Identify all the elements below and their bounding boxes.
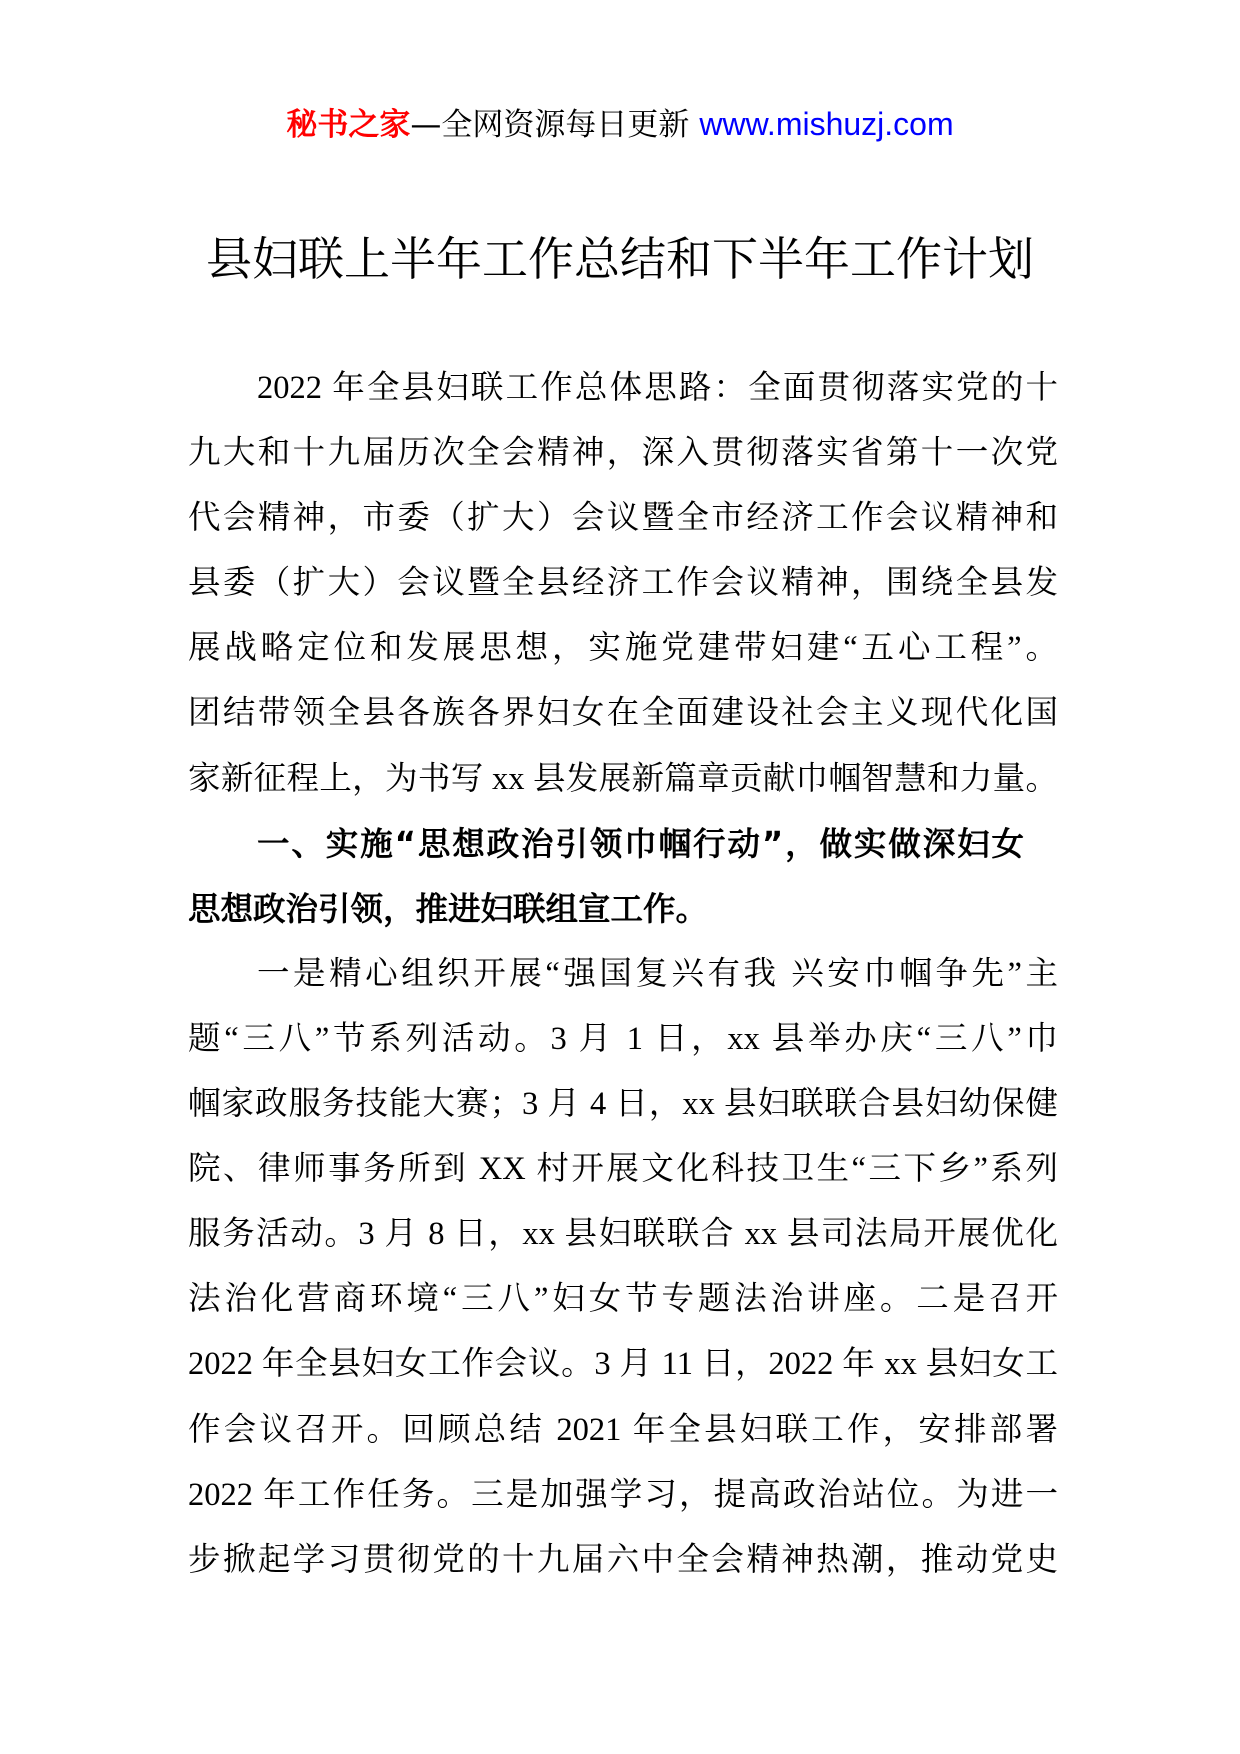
document-body — [188, 356, 1058, 1593]
site-header — [0, 104, 1240, 144]
text-line: 县委（扩大）会议暨全县经济工作会议精神，围绕全县发 — [188, 565, 1058, 602]
text-line: 家新征程上，为书写 xx 县发展新篇章贡献巾帼智慧和力量。 — [188, 760, 1058, 797]
text-line: 服务活动。3 月 8 日，xx 县妇联联合 xx 县司法局开展优化 — [188, 1216, 1058, 1253]
text-line: 步掀起学习贯彻党的十九届六中全会精神热潮，推动党史 — [188, 1541, 1058, 1578]
site-url: www.mishuzj.com — [699, 106, 954, 142]
text-line: 院、律师事务所到 XX 村开展文化科技卫生“三下乡”系列 — [188, 1151, 1058, 1188]
text-line: 展战略定位和发展思想，实施党建带妇建“五心工程”。 — [188, 630, 1058, 667]
text-line: 作会议召开。回顾总结 2021 年全县妇联工作，安排部署 — [188, 1411, 1058, 1448]
text-line: 团结带领全县各族各界妇女在全面建设社会主义现代化国 — [188, 695, 1058, 732]
text-line: 代会精神，市委（扩大）会议暨全市经济工作会议精神和 — [188, 500, 1058, 537]
text-line: 2022 年全县妇女工作会议。3 月 11 日，2022 年 xx 县妇女工 — [188, 1346, 1058, 1383]
text-line: 九大和十九届历次全会精神，深入贯彻落实省第十一次党 — [188, 435, 1058, 472]
heading-line: 思想政治引领，推进妇联组宣工作。 — [188, 889, 709, 928]
site-brand: 秘书之家 — [286, 107, 411, 143]
text-line: 2022 年全县妇联工作总体思路：全面贯彻落实党的十 — [257, 370, 1058, 406]
text-line: 帼家政服务技能大赛；3 月 4 日，xx 县妇联联合县妇幼保健 — [188, 1086, 1058, 1123]
paragraph-overview — [188, 356, 1058, 812]
section-heading — [188, 812, 1058, 942]
document-title: 县妇联上半年工作总结和下半年工作计划 — [206, 232, 1034, 286]
text-line: 法治化营商环境“三八”妇女节专题法治讲座。二是召开 — [188, 1281, 1058, 1318]
heading-line: 一、实施“思想政治引领巾帼行动”，做实做深妇女 — [257, 824, 1024, 863]
text-line: 2022 年工作任务。三是加强学习，提高政治站位。为进一 — [188, 1476, 1058, 1513]
text-line: 题“三八”节系列活动。3 月 1 日，xx 县举办庆“三八”巾 — [188, 1020, 1058, 1057]
text-line: 一是精心组织开展“强国复兴有我 兴安巾帼争先”主 — [257, 955, 1058, 992]
paragraph-activities — [188, 942, 1058, 1593]
site-tagline: —全网资源每日更新 — [410, 107, 690, 143]
